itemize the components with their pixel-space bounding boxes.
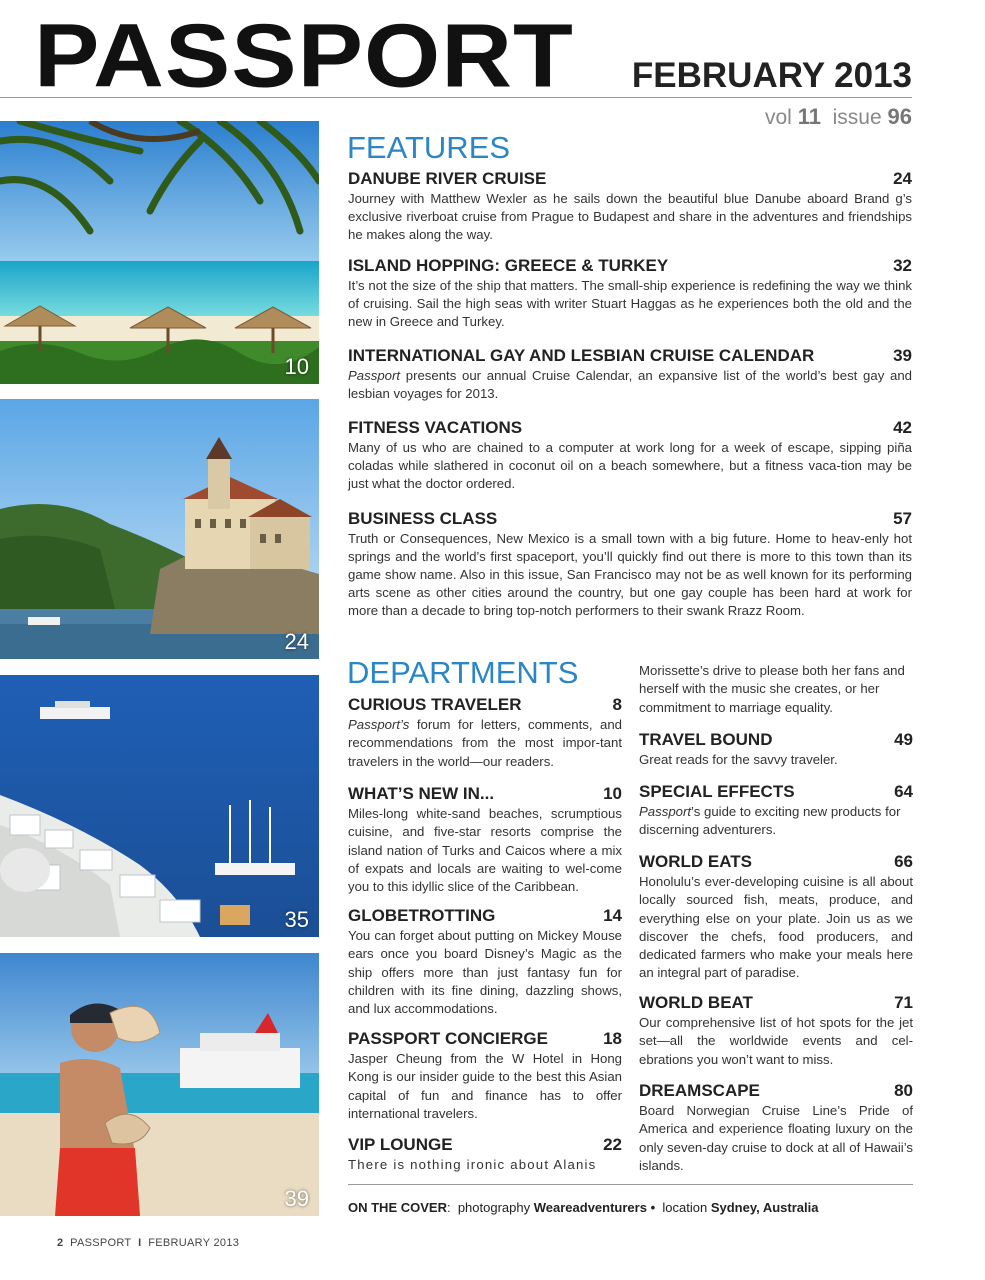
cover-credit <box>348 1200 818 1215</box>
dept-page: 22 <box>603 1135 622 1154</box>
dept-desc-italic: Passport <box>639 804 692 819</box>
dept-page: 8 <box>612 695 622 714</box>
dept-desc-text: forum for letters, comments, and recommendations from the most impor-tant travelers in the world—our readers. <box>348 717 622 769</box>
volume-issue-line <box>765 104 912 130</box>
location-label: location <box>662 1200 708 1215</box>
feature-description: Truth or Consequences, New Mexico is a small town with a big future. Home to heav-enly hot springs and the world’s first spaceport, you’ll quickly find out there is more to this town than its game show name. Also in this issue, San Francisco may not be as well known for its performing arts scene as other cities around the country, but one gay couple has been hard at work for more than a decade to bring top-notch performers to their swank Rrazz Room. <box>348 531 912 618</box>
dept-whats-new-in[interactable] <box>348 784 622 896</box>
dept-globetrotting[interactable] <box>348 906 622 1018</box>
photo-page-number: 10 <box>284 354 309 379</box>
feature-island-hopping[interactable] <box>348 256 912 331</box>
dept-description: Miles-long white-sand beaches, scrumptious cuisine, and five-star resorts comprise the island nation of Turks and Caicos where a mix of expats and locals are waiting to wel-come you to this idyllic slice of the Caribbean. <box>348 806 622 895</box>
feature-description: Many of us who are chained to a computer at work long for a week of escape, sipping piña coladas while slathered in coconut oil on a beach somewhere, but a fitness vaca-tion may be just what the doctor ordered. <box>348 440 912 491</box>
dept-description: There is nothing ironic about Alanis <box>348 1157 597 1172</box>
photo-page-number: 24 <box>284 629 309 654</box>
dept-page: 66 <box>894 852 913 871</box>
photo-page-number: 35 <box>284 907 309 932</box>
dept-page: 71 <box>894 993 913 1012</box>
dept-passport-concierge[interactable] <box>348 1029 622 1123</box>
photo-page-number: 39 <box>284 1186 309 1211</box>
conch-shell-photo[interactable] <box>0 953 319 1216</box>
folio-separator: I <box>138 1237 142 1249</box>
dept-title: WORLD BEAT <box>639 993 753 1012</box>
dept-description <box>348 716 622 771</box>
feature-page: 42 <box>893 418 912 437</box>
dept-description: Our comprehensive list of hot spots for the jet set—all the worldwide events and cel-ebrations you won’t want to miss. <box>639 1015 913 1067</box>
feature-title: FITNESS VACATIONS <box>348 418 523 437</box>
dept-title: WORLD EATS <box>639 852 753 871</box>
feature-title: ISLAND HOPPING: GREECE & TURKEY <box>348 256 669 275</box>
features-heading: FEATURES <box>347 130 511 165</box>
dept-description: Morissette’s drive to please both her fans and herself with the music she creates, or her commitment to marriage equality. <box>639 663 905 715</box>
dept-title: WHAT’S NEW IN... <box>348 784 495 803</box>
feature-description: It’s not the size of the ship that matters. The small-ship experience is redefining the way we think of cruising. Sail the high seas with writer Stuart Haggas as he experiences both the old and the new in Greece and Turkey. <box>348 278 912 329</box>
danube-castle-photo[interactable] <box>0 399 319 659</box>
dept-page: 64 <box>894 782 913 801</box>
dept-description: Great reads for the savvy traveler. <box>639 752 838 767</box>
dept-desc-text: ’s guide to exciting new products for discerning adventurers. <box>639 804 901 838</box>
dept-page: 10 <box>603 784 622 803</box>
feature-page: 57 <box>893 509 912 528</box>
dept-title: TRAVEL BOUND <box>639 730 773 749</box>
cover-label: ON THE COVER <box>348 1200 447 1215</box>
photographer-name: Weareadventurers <box>533 1200 647 1215</box>
vol-label: vol <box>765 106 792 129</box>
photo-label: photography <box>457 1200 531 1215</box>
issue-label: issue <box>832 106 882 129</box>
dept-title: CURIOUS TRAVELER <box>348 695 522 714</box>
folio-magazine: PASSPORT <box>70 1237 132 1249</box>
feature-page: 32 <box>893 256 912 275</box>
dept-page: 18 <box>603 1029 622 1048</box>
dept-dreamscape[interactable] <box>639 1081 913 1175</box>
dept-title: GLOBETROTTING <box>348 906 496 925</box>
feature-fitness-vacations[interactable] <box>348 418 912 493</box>
feature-title: DANUBE RIVER CRUISE <box>348 169 547 188</box>
dept-title: DREAMSCAPE <box>639 1081 760 1100</box>
dept-desc-italic: Passport’s <box>348 717 410 732</box>
location-name: Sydney, Australia <box>710 1200 819 1215</box>
beach-photo[interactable] <box>0 121 319 384</box>
vol-number: 11 <box>797 104 821 129</box>
santorini-photo[interactable] <box>0 675 319 937</box>
feature-description: Journey with Matthew Wexler as he sails down the beautiful blue Danube aboard Brand g’s exclusive riverboat cruise from Prague to Budapest and share in the adventures and friendships he makes along the way. <box>348 191 912 242</box>
dept-description <box>639 803 913 840</box>
issue-number: 96 <box>887 104 912 129</box>
dept-description: Honolulu’s ever-developing cuisine is all about locally sourced fish, meats, produce, and everything else on your plate. Join us as we discover the chefs, food producers, and dedicated farmers who make your meals here an integral part of paradise. <box>639 874 913 981</box>
feature-danube-river-cruise[interactable] <box>348 169 912 244</box>
folio-page-number: 2 <box>57 1237 64 1249</box>
issue-date: FEBRUARY 2013 <box>631 56 912 95</box>
departments-heading: DEPARTMENTS <box>347 655 579 690</box>
dept-world-eats[interactable] <box>639 852 913 983</box>
dept-description: You can forget about putting on Mickey Mouse ears once you board Disney’s Magic as the ship offers more than just fantasy fun for children with its fine dining, dazzling shows, and lux accommodations. <box>348 928 622 1017</box>
feature-title: BUSINESS CLASS <box>348 509 498 528</box>
dept-title: SPECIAL EFFECTS <box>639 782 795 801</box>
feature-business-class[interactable] <box>348 509 912 620</box>
dept-description: Board Norwegian Cruise Line’s Pride of America and experience floating luxury on the only seven-day cruise to dock at all of Hawaii’s islands. <box>639 1103 913 1173</box>
dept-title: PASSPORT CONCIERGE <box>348 1029 548 1048</box>
dept-page: 80 <box>894 1081 913 1100</box>
bullet-separator: • <box>650 1200 656 1215</box>
dept-description: Jasper Cheung from the W Hotel in Hong Kong is our insider guide to the best this Asian capital of fun and finance has to offer international travelers. <box>348 1051 622 1121</box>
feature-title: INTERNATIONAL GAY AND LESBIAN CRUISE CALENDAR <box>348 346 815 365</box>
feature-page: 24 <box>893 169 912 188</box>
dept-page: 14 <box>603 906 622 925</box>
cover-colon: : <box>446 1200 451 1215</box>
dept-special-effects[interactable] <box>639 782 913 840</box>
dept-travel-bound[interactable] <box>639 730 913 769</box>
page-folio <box>57 1237 239 1249</box>
feature-cruise-calendar[interactable] <box>348 346 912 403</box>
dept-world-beat[interactable] <box>639 993 913 1069</box>
dept-vip-lounge[interactable] <box>348 1135 622 1174</box>
dept-page: 49 <box>894 730 913 749</box>
top-divider <box>0 97 912 98</box>
dept-vip-lounge-continued <box>639 661 913 717</box>
feature-page: 39 <box>893 346 912 365</box>
feature-description <box>348 367 912 403</box>
dept-curious-traveler[interactable] <box>348 695 622 771</box>
masthead-title: PASSPORT <box>34 4 574 106</box>
dept-title: VIP LOUNGE <box>348 1135 453 1154</box>
feature-desc-italic: Passport <box>348 368 401 383</box>
folio-date: FEBRUARY 2013 <box>148 1237 240 1249</box>
feature-desc-text: presents our annual Cruise Calendar, an expansive list of the world’s best gay and lesbian voyages for 2013. <box>348 368 912 401</box>
bottom-divider <box>348 1184 913 1185</box>
